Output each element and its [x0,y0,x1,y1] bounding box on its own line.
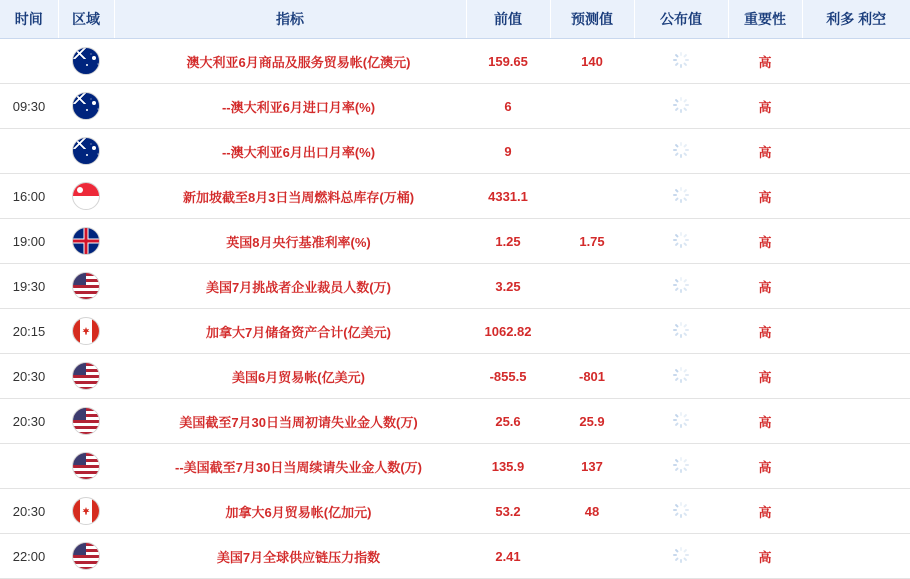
united-states-flag-icon [72,542,100,570]
cell-time: 16:00 [0,174,58,219]
cell-forecast-value [550,309,634,354]
cell-time: 19:00 [0,219,58,264]
loading-spinner-icon [673,97,689,113]
cell-effect [802,264,910,309]
united-kingdom-flag-icon [72,227,100,255]
table-row[interactable] [0,129,910,174]
loading-spinner-icon [673,547,689,563]
table-row[interactable] [0,534,910,579]
cell-effect [802,534,910,579]
cell-published-value [634,219,728,264]
cell-region [58,354,114,399]
cell-indicator[interactable]: 美国6月贸易帐(亿美元) [114,354,466,399]
header-importance: 重要性 [728,0,802,39]
cell-region [58,534,114,579]
cell-importance: 高 [728,174,802,219]
table-row[interactable] [0,174,910,219]
cell-indicator[interactable]: --澳大利亚6月进口月率(%) [114,84,466,129]
cell-published-value [634,309,728,354]
cell-importance: 高 [728,39,802,84]
cell-indicator[interactable]: 新加坡截至8月3日当周燃料总库存(万桶) [114,174,466,219]
cell-forecast-value: 48 [550,489,634,534]
cell-effect [802,444,910,489]
cell-region [58,219,114,264]
table-row[interactable] [0,354,910,399]
table-row[interactable] [0,84,910,129]
cell-previous-value: 9 [466,129,550,174]
cell-time: 20:30 [0,489,58,534]
cell-importance: 高 [728,399,802,444]
cell-published-value [634,534,728,579]
table-row[interactable] [0,399,910,444]
cell-region [58,444,114,489]
cell-forecast-value: 1.75 [550,219,634,264]
cell-time: 20:30 [0,399,58,444]
cell-previous-value: -855.5 [466,354,550,399]
cell-previous-value: 3.25 [466,264,550,309]
cell-forecast-value: 137 [550,444,634,489]
singapore-flag-icon [72,182,100,210]
cell-published-value [634,354,728,399]
loading-spinner-icon [673,187,689,203]
cell-effect [802,399,910,444]
loading-spinner-icon [673,277,689,293]
cell-forecast-value [550,84,634,129]
cell-importance: 高 [728,489,802,534]
table-row[interactable] [0,489,910,534]
cell-published-value [634,264,728,309]
canada-flag-icon [72,317,100,345]
cell-forecast-value [550,174,634,219]
cell-importance: 高 [728,534,802,579]
cell-indicator[interactable]: 澳大利亚6月商品及服务贸易帐(亿澳元) [114,39,466,84]
header-indicator: 指标 [114,0,466,39]
cell-indicator[interactable]: 英国8月央行基准利率(%) [114,219,466,264]
cell-forecast-value [550,534,634,579]
header-row [0,0,910,39]
cell-previous-value: 25.6 [466,399,550,444]
loading-spinner-icon [673,457,689,473]
loading-spinner-icon [673,502,689,518]
cell-indicator[interactable]: --澳大利亚6月出口月率(%) [114,129,466,174]
united-states-flag-icon [72,272,100,300]
cell-forecast-value: -801 [550,354,634,399]
cell-importance: 高 [728,129,802,174]
cell-previous-value: 2.41 [466,534,550,579]
header-time: 时间 [0,0,58,39]
cell-published-value [634,399,728,444]
cell-effect [802,354,910,399]
cell-previous-value: 1062.82 [466,309,550,354]
cell-region [58,39,114,84]
cell-importance: 高 [728,264,802,309]
cell-forecast-value [550,129,634,174]
cell-published-value [634,174,728,219]
australia-flag-icon [72,137,100,165]
loading-spinner-icon [673,52,689,68]
cell-forecast-value [550,264,634,309]
cell-effect [802,309,910,354]
cell-time: 20:30 [0,354,58,399]
cell-region [58,264,114,309]
cell-previous-value: 4331.1 [466,174,550,219]
cell-effect [802,174,910,219]
cell-effect [802,129,910,174]
cell-region [58,174,114,219]
united-states-flag-icon [72,407,100,435]
cell-published-value [634,129,728,174]
table-row[interactable] [0,309,910,354]
cell-region [58,309,114,354]
australia-flag-icon [72,47,100,75]
cell-time [0,39,58,84]
cell-previous-value: 159.65 [466,39,550,84]
header-forecast: 预测值 [550,0,634,39]
cell-time [0,129,58,174]
cell-published-value [634,444,728,489]
cell-importance: 高 [728,219,802,264]
header-region: 区域 [58,0,114,39]
cell-indicator[interactable]: 美国截至7月30日当周初请失业金人数(万) [114,399,466,444]
cell-previous-value: 53.2 [466,489,550,534]
cell-indicator[interactable]: 加拿大6月贸易帐(亿加元) [114,489,466,534]
cell-published-value [634,84,728,129]
canada-flag-icon [72,497,100,525]
cell-importance: 高 [728,354,802,399]
header-previous: 前值 [466,0,550,39]
cell-previous-value: 135.9 [466,444,550,489]
cell-effect [802,489,910,534]
united-states-flag-icon [72,452,100,480]
cell-indicator[interactable]: 加拿大7月储备资产合计(亿美元) [114,309,466,354]
cell-region [58,489,114,534]
table-header [0,0,910,39]
cell-importance: 高 [728,84,802,129]
cell-indicator[interactable]: --美国截至7月30日当周续请失业金人数(万) [114,444,466,489]
loading-spinner-icon [673,232,689,248]
cell-effect [802,39,910,84]
cell-indicator[interactable]: 美国7月挑战者企业裁员人数(万) [114,264,466,309]
table-row[interactable] [0,39,910,84]
cell-importance: 高 [728,444,802,489]
header-effect: 利多 利空 [802,0,910,39]
loading-spinner-icon [673,412,689,428]
cell-effect [802,84,910,129]
cell-region [58,84,114,129]
cell-time: 09:30 [0,84,58,129]
cell-forecast-value: 25.9 [550,399,634,444]
loading-spinner-icon [673,142,689,158]
loading-spinner-icon [673,322,689,338]
table-body [0,39,910,579]
cell-previous-value: 1.25 [466,219,550,264]
cell-region [58,129,114,174]
cell-importance: 高 [728,309,802,354]
cell-forecast-value: 140 [550,39,634,84]
cell-time: 20:15 [0,309,58,354]
cell-time: 19:30 [0,264,58,309]
australia-flag-icon [72,92,100,120]
loading-spinner-icon [673,367,689,383]
cell-time [0,444,58,489]
cell-region [58,399,114,444]
table-row[interactable] [0,444,910,489]
cell-time: 22:00 [0,534,58,579]
table-row[interactable] [0,219,910,264]
cell-published-value [634,39,728,84]
cell-effect [802,219,910,264]
cell-published-value [634,489,728,534]
cell-previous-value: 6 [466,84,550,129]
cell-indicator[interactable]: 美国7月全球供应链压力指数 [114,534,466,579]
table-row[interactable] [0,264,910,309]
header-published: 公布值 [634,0,728,39]
united-states-flag-icon [72,362,100,390]
